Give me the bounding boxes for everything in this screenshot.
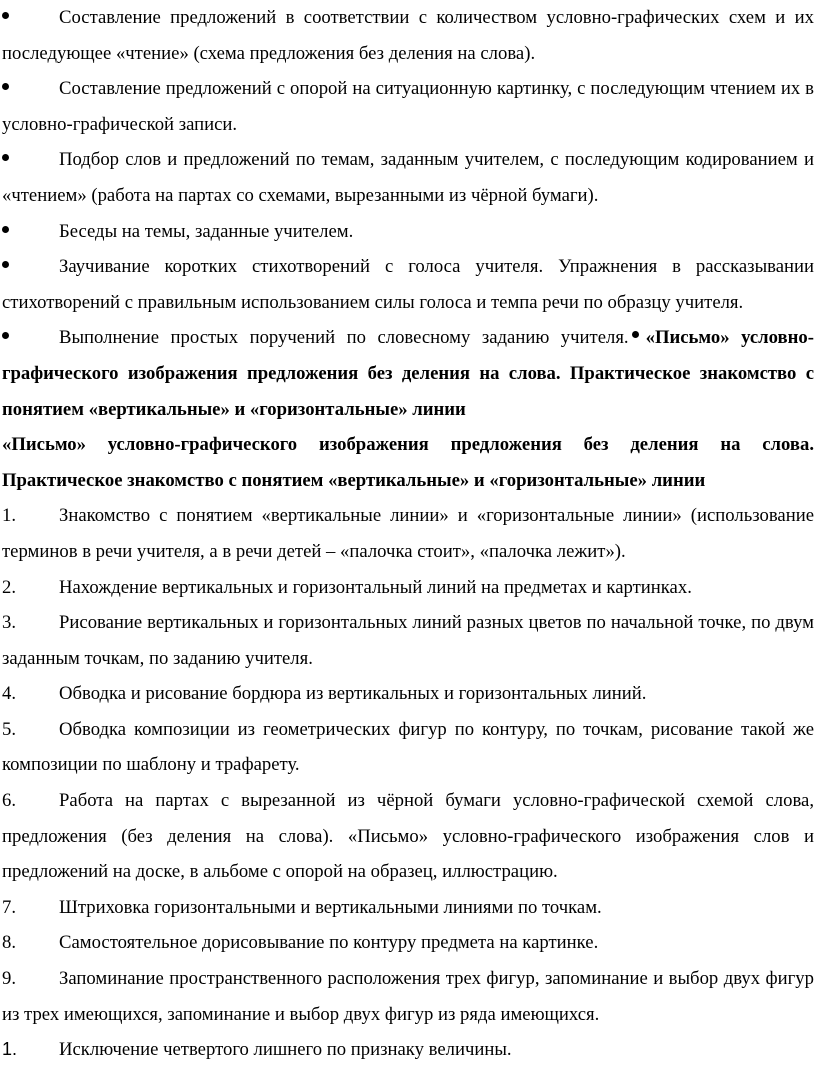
item-text: Работа на партах с вырезанной из чёрной бумаги условно-графической схемой слова, предложения (без деления на слова). «Письмо» условно-графического изображения слов и предложений на доске, в альбоме с опорой на образец, иллюстрацию. [2,790,814,883]
bullet-text: Подбор слов и предложений по темам, заданным учителем, с последующим кодированием и «чтением» (работа на партах со схемами, вырезанными из чёрной бумаги). [2,149,814,206]
item-number: 4. [2,683,17,705]
bullet-icon [2,332,9,339]
section-heading-text: «Письмо» условно-графического изображения предложения без деления на слова. Практическое знакомство с понятием «вертикальные» и «горизонтальные» линии [2,434,814,491]
item-number: 2. [2,576,17,598]
bold-inline-heading: «Письмо» условно-графического изображения предложения без деления на слова. Практическое знакомство с понятием «вертикальные» и «горизонтальные» линии [2,327,814,420]
numbered-item-6 [2,783,814,890]
item-number: 5. [2,718,17,740]
item-text: Рисование вертикальных и горизонтальных линий разных цветов по начальной точке, по двум заданным точкам, по заданию учителя. [2,612,814,669]
bullet-icon [2,154,9,161]
item-number: 1. [2,1039,18,1060]
bullet-item-4 [2,214,814,250]
item-text: Знакомство с понятием «вертикальные линии» и «горизонтальные линии» (использование терминов в речи учителя, а в речи детей – «палочка стоит», «палочка лежит»). [2,505,814,562]
numbered-item-4 [2,676,814,712]
item-number: 1. [2,505,17,527]
numbered-item-5 [2,712,814,783]
bullet-icon [632,331,639,338]
numbered-item-10 [2,1032,814,1068]
numbered-item-3 [2,605,814,676]
bullet-text: Беседы на темы, заданные учителем. [59,220,354,242]
bullet-text: Составление предложений в соответствии с количеством условно-графических схем и их последующее «чтение» (схема предложения без деления на слова). [2,7,814,64]
numbered-item-8 [2,925,814,961]
item-number: 6. [2,790,17,812]
bullet-item-5 [2,249,814,320]
item-text: Исключение четвертого лишнего по признаку величины. [59,1039,512,1061]
bullet-item-6 [2,320,814,427]
bullet-item-2 [2,71,814,142]
numbered-item-1 [2,498,814,569]
item-number: 7. [2,896,17,918]
bullet-item-1 [2,0,814,71]
bullet-text: Выполнение простых поручений по словесному заданию учителя. [59,327,629,349]
bullet-text: Составление предложений с опорой на ситуационную картинку, с последующим чтением их в условно-графической записи. [2,78,814,135]
numbered-item-9 [2,961,814,1032]
bullet-icon [2,12,9,19]
item-text: Обводка и рисование бордюра из вертикальных и горизонтальных линий. [59,683,647,705]
bullet-icon [2,83,9,90]
item-text: Штриховка горизонтальными и вертикальными линиями по точкам. [59,896,602,918]
numbered-item-7 [2,890,814,926]
section-heading [2,427,814,498]
item-text: Самостоятельное дорисовывание по контуру предмета на картинке. [59,932,599,954]
bullet-item-3 [2,142,814,213]
item-text: Нахождение вертикальных и горизонтальный линий на предметах и картинках. [59,576,692,598]
bullet-text: Заучивание коротких стихотворений с голоса учителя. Упражнения в рассказывании стихотворений с правильным использованием силы голоса и темпа речи по образцу учителя. [2,256,814,313]
item-number: 9. [2,968,17,990]
numbered-item-2 [2,570,814,606]
bullet-icon [2,261,9,268]
item-number: 8. [2,932,17,954]
item-text: Запоминание пространственного расположения трех фигур, запоминание и выбор двух фигур из трех имеющихся, запоминание и выбор двух фигур из ряда имеющихся. [2,968,814,1025]
item-text: Обводка композиции из геометрических фигур по контуру, по точкам, рисование такой же композиции по шаблону и трафарету. [2,718,814,776]
bullet-icon [2,226,9,233]
item-number: 3. [2,612,17,634]
